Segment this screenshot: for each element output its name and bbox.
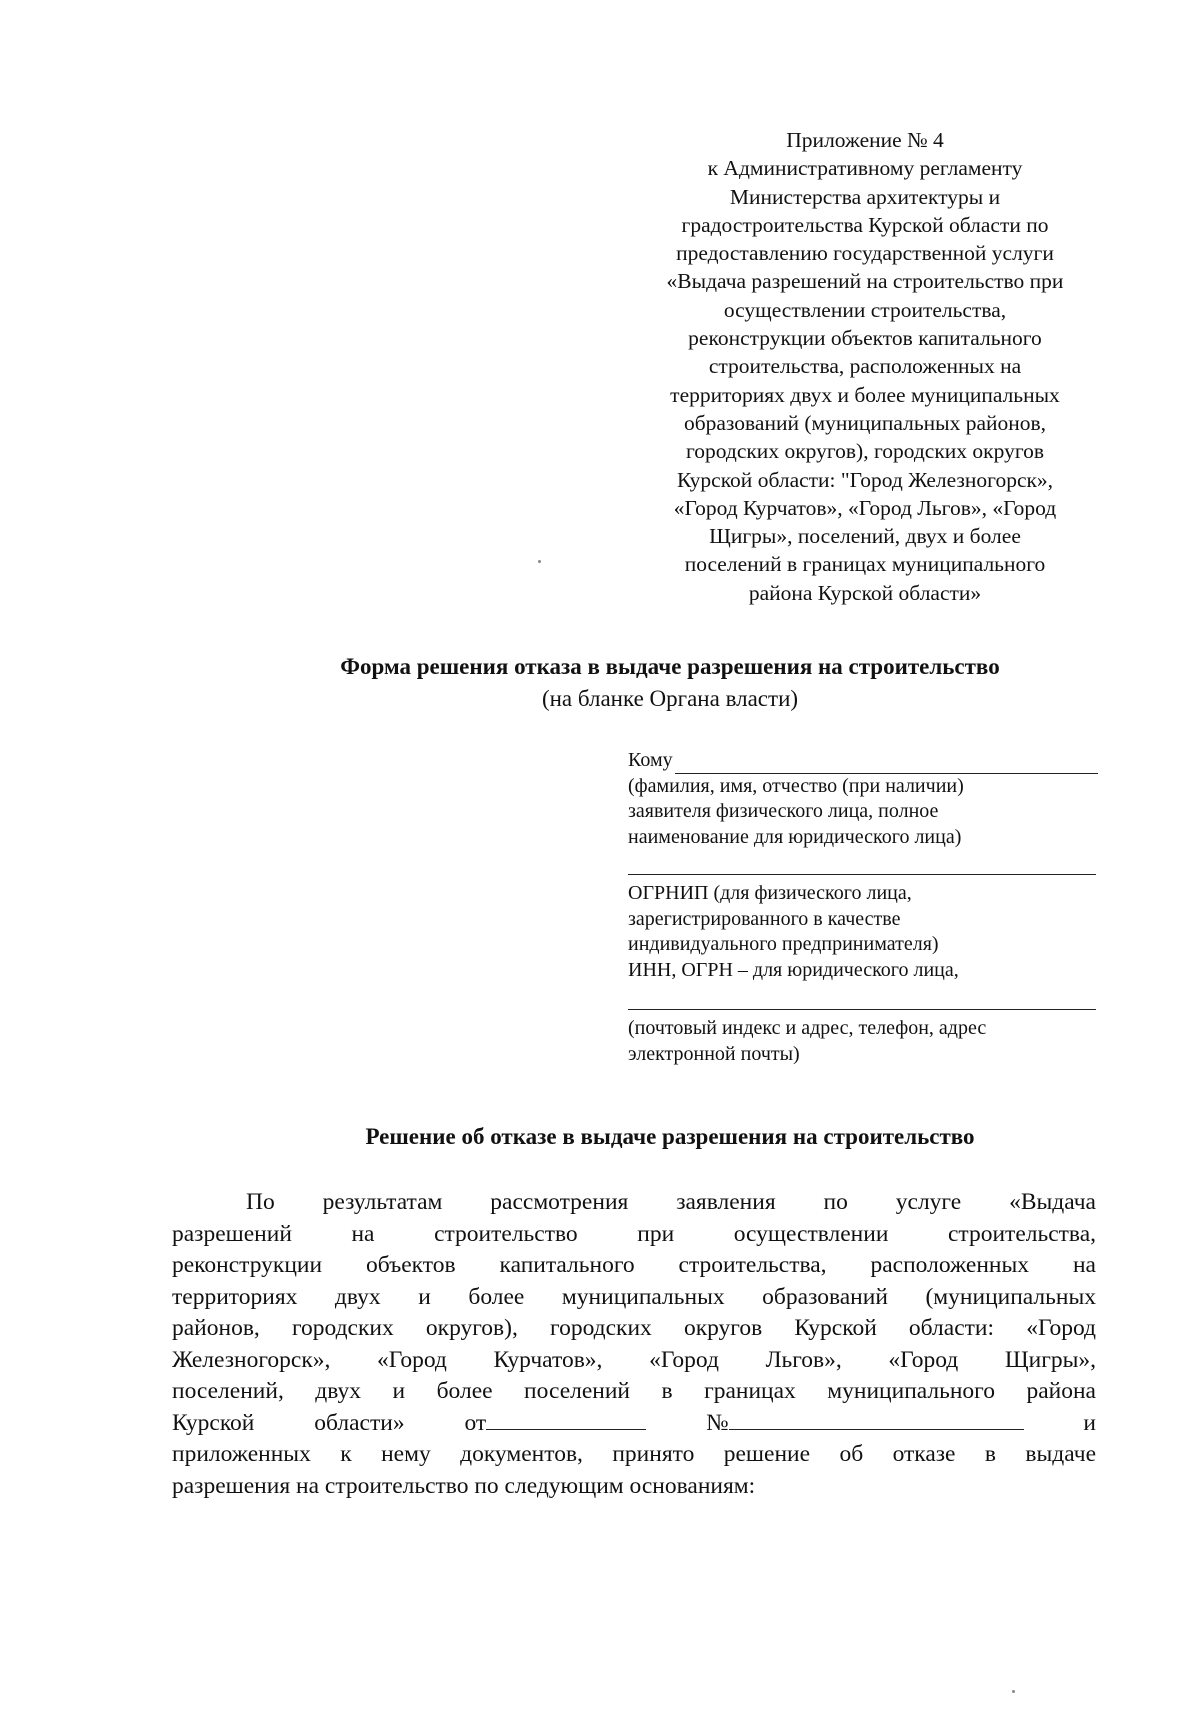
appendix-line: образований (муниципальных районов, (683, 410, 1047, 435)
decision-body (172, 1187, 1096, 1502)
body-line: районов, городских округов), городских округов Курской области: «Город (172, 1315, 1096, 1341)
addressee-to-label: Кому (628, 749, 673, 771)
appendix-line: Щигры», поселений, двух и более (709, 524, 1021, 549)
addressee-to-blank[interactable] (675, 755, 1098, 774)
appendix-line: реконструкции объектов капитального (688, 326, 1042, 351)
number-blank[interactable] (729, 1409, 1024, 1430)
addressee-note: (фамилия, имя, отчество (при наличии) (628, 774, 964, 797)
body-fill-line (172, 1408, 1096, 1440)
number-sign: № (706, 1409, 729, 1436)
appendix-line: градостроительства Курской области по (681, 212, 1049, 237)
appendix-header (620, 126, 1110, 607)
body-line: По результатам рассмотрения заявления по услуге «Выдача (246, 1189, 1096, 1215)
body-line: Железногорск», «Город Курчатов», «Город Льгов», «Город Щигры», (172, 1346, 1096, 1373)
addressee-note: ИНН, ОГРН – для юридического лица, (628, 958, 959, 981)
appendix-line: городских округов), городских округов (685, 439, 1045, 464)
body-line: реконструкции объектов капитального строительства, расположенных на (172, 1252, 1096, 1278)
addressee-to-row (628, 748, 1098, 774)
addressee-blank-line[interactable] (628, 1009, 1096, 1010)
addressee-note: ОГРНИП (для физического лица, (628, 882, 912, 904)
appendix-line: «Город Курчатов», «Город Льгов», «Город (673, 495, 1057, 520)
appendix-line: Курской области: "Город Железногорск», (676, 467, 1054, 492)
body-word: области» (314, 1409, 405, 1436)
form-title-main: Форма решения отказа в выдаче разрешения на строительство (340, 654, 1000, 679)
body-line: территориях двух и более муниципальных образований (муниципальных (172, 1283, 1096, 1310)
addressee-blank-line[interactable] (628, 874, 1096, 875)
appendix-line: поселений в границах муниципального (684, 552, 1046, 577)
addressee-block (628, 748, 1098, 1067)
appendix-line: района Курской области» (748, 580, 982, 605)
body-word: и (1083, 1409, 1096, 1436)
appendix-line: к Административному регламенту (707, 156, 1023, 181)
date-blank[interactable] (486, 1409, 646, 1430)
addressee-note: индивидуального предпринимателя) (628, 933, 939, 955)
appendix-line: предоставлению государственной услуги (676, 241, 1054, 266)
form-title-sub: (на бланке Органа власти) (541, 686, 799, 711)
number-field (706, 1408, 1023, 1440)
appendix-line: «Выдача разрешений на строительство при (666, 269, 1064, 294)
appendix-line: Приложение № 4 (786, 128, 944, 152)
addressee-note: заявителя физического лица, полное (628, 800, 939, 822)
date-field (464, 1408, 646, 1440)
addressee-note: наименование для юридического лица) (628, 825, 962, 848)
addressee-note: электронной почты) (628, 1042, 800, 1065)
appendix-line: осуществлении строительства, (723, 297, 1007, 322)
appendix-line: территориях двух и более муниципальных (670, 382, 1060, 407)
scan-speck (1012, 1690, 1015, 1693)
addressee-note: зарегистрированного в качестве (628, 907, 901, 930)
body-line: приложенных к нему документов, принято решение об отказе в выдаче (172, 1441, 1096, 1467)
appendix-line: Министерства архитектуры и (729, 184, 1001, 209)
form-title (0, 652, 1200, 716)
appendix-line: строительства, расположенных на (708, 354, 1022, 379)
decision-title: Решение об отказе в выдаче разрешения на строительство (365, 1124, 975, 1149)
body-line: разрешения на строительство по следующим основаниям: (172, 1472, 756, 1499)
body-line: разрешений на строительство при осуществлении строительства, (172, 1220, 1096, 1247)
body-line: поселений, двух и более поселений в границах муниципального района (172, 1378, 1096, 1404)
body-word: от (464, 1409, 487, 1436)
body-word: Курской (172, 1409, 255, 1436)
scan-speck (538, 560, 541, 563)
addressee-note: (почтовый индекс и адрес, телефон, адрес (628, 1017, 987, 1039)
